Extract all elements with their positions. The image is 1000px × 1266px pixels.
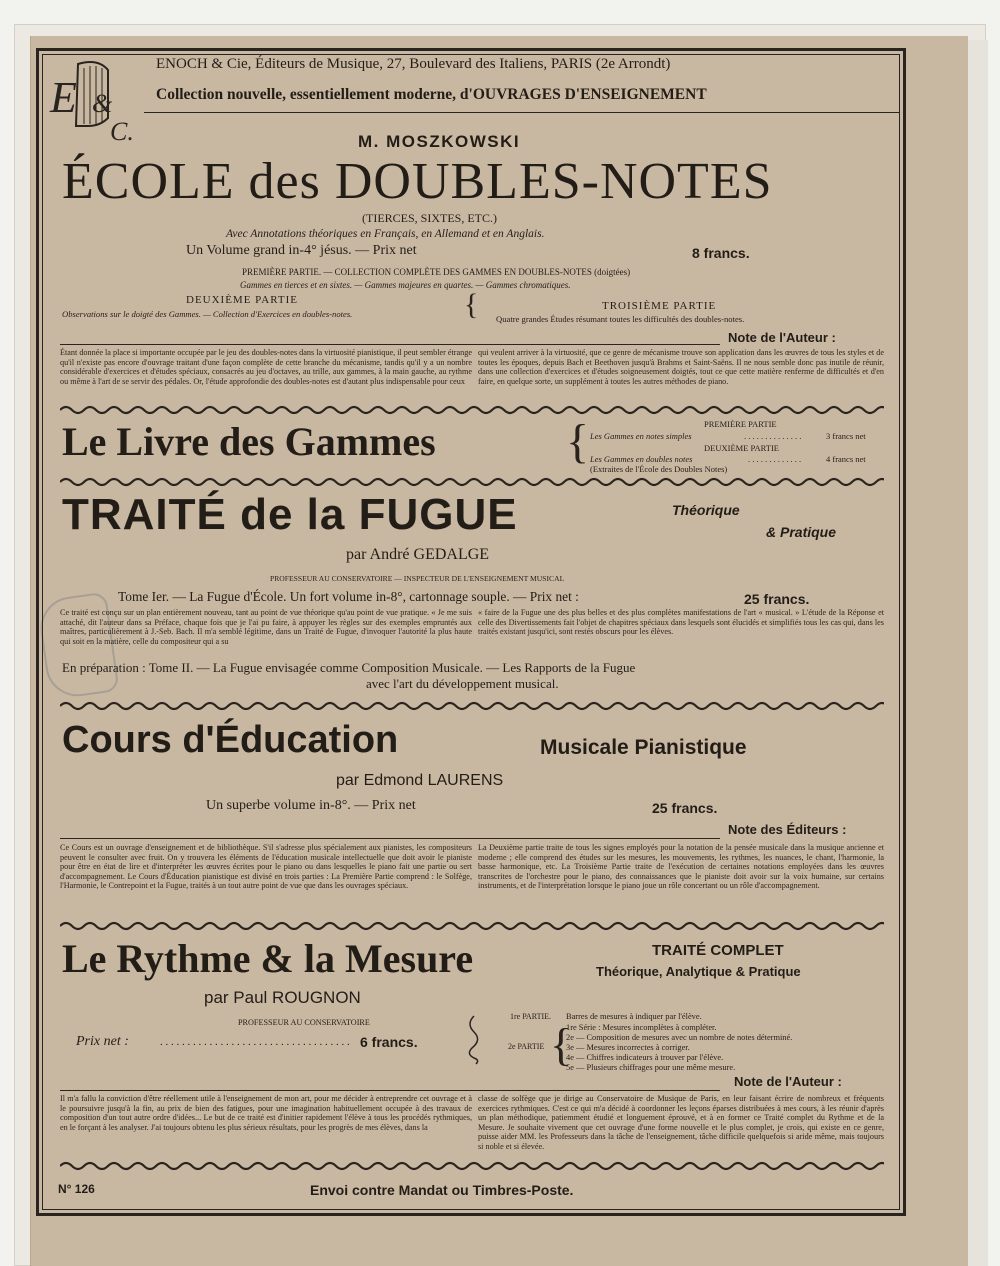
rythme-series-4: 4e — Chiffres indicateurs à trouver par l'élève.	[566, 1053, 724, 1062]
cours-volume: Un superbe volume in-8°. — Prix net	[206, 798, 416, 813]
rythme-series-3: 3e — Mesures incorrectes à corriger.	[566, 1043, 690, 1052]
cours-author: par Edmond LAURENS	[336, 772, 504, 789]
dot-leader: . . . . . . . . . . . . .	[748, 454, 802, 464]
ecole-volume: Un Volume grand in-4° jésus. — Prix net	[186, 243, 417, 258]
wave-divider-icon	[60, 404, 884, 416]
fugue-preparation: En préparation : Tome II. — La Fugue envisagée comme Composition Musicale. — Les Rapports de la Fugue	[62, 660, 636, 675]
ecole-note-title: Note de l'Auteur :	[728, 330, 836, 345]
fugue-title: TRAITÉ de la FUGUE	[62, 490, 518, 539]
wave-divider-icon	[60, 920, 884, 932]
publisher-line: ENOCH & Cie, Éditeurs de Musique, 27, Boulevard des Italiens, PARIS (2e Arrondt)	[156, 56, 671, 72]
rythme-series-2: 2e — Composition de mesures avec un nombre de notes déterminé.	[566, 1033, 793, 1042]
rythme-note-title: Note de l'Auteur :	[734, 1074, 842, 1089]
ecole-part3-title: TROISIÈME PARTIE	[602, 300, 717, 312]
ecole-subtitle: (TIERCES, SIXTES, ETC.)	[362, 211, 497, 225]
cours-text-left: Ce Cours est un ouvrage d'enseignement et de bibliothèque. S'il s'adresse plus spécialement aux pianistes, les compositeurs peuvent le consulter avec fruit. On y trouvera les éléments de l'éducation musicale intellectuelle que doit avoir le pianiste pour être en état de lire et d'interpréter les œuvres écrites pour le piano ou dans lesquelles le piano fait une partie ou sert d'accompagnement. Le Cours d'Éducation pianistique est divisé en trois parties : La Première Partie comprend : le Solfège, l'Harmonie, le Contrepoint et la Fugue, traités à un tout autre point de vue que dans les ouvrages spéciaux.	[60, 843, 472, 891]
brace: {	[464, 288, 479, 321]
rythme-text-right: classe de solfège que je dirige au Conservatoire de Musique de Paris, en leur faisant écrire de nombreux et fréquents exercices rythmiques. C'est ce qui m'a décidé à coordonner les leçons éparses distribuées à mes cours, à les réunir d'après un plan méthodique, patiemment étudié et longuement éprouvé, et à en former ce Traité complet du Rythme et de la Mesure. Je souhaite vivement que cet ouvrage d'une forme nouvelle et le plus complet, je crois, qui existe en ce genre, puisse aider MM. les Professeurs dans la tâche de l'enseignement, tâche difficile quelquefois si aride même, mais toujours si noble et si élevée.	[478, 1094, 884, 1151]
gammes-part2-item: Les Gammes en doubles notes	[590, 454, 693, 464]
mandate-line: Envoi contre Mandat ou Timbres-Poste.	[310, 1182, 574, 1198]
rythme-title: Le Rythme & la Mesure	[62, 936, 474, 981]
rule	[60, 838, 720, 839]
ecole-note-left: Étant donnée la place si importante occupée par le jeu des doubles-notes dans la virtuosité pianistique, il peut sembler étrange qu'il n'existe pas encore d'ouvrage traitant d'une façon complète de cette branche du mécanisme, tandis qu'il y a un nombre considérable d'exercices et d'études spéciaux, consacrés au jeu d'octaves, au trille, aux gammes, à la main gauche, au rythme ou même à l'art de se servir des pédales. Or, l'étude approfondie des doubles-notes est d'autant plus indispensable pour ceux	[60, 348, 472, 386]
wave-divider-icon	[60, 476, 884, 488]
fugue-author: par André GEDALGE	[346, 546, 490, 563]
cours-title2: Musicale Pianistique	[540, 736, 747, 759]
cours-price: 25 francs.	[652, 800, 718, 816]
fugue-price: 25 francs.	[744, 591, 810, 607]
ecole-part2-title: DEUXIÈME PARTIE	[186, 294, 299, 306]
rythme-series-1: 1re Série : Mesures incomplètes à compléter.	[566, 1023, 717, 1032]
rythme-part1-label: 1re PARTIE.	[510, 1012, 551, 1021]
rythme-author: par Paul ROUGNON	[204, 988, 361, 1007]
gammes-part2-note: (Extraites de l'École des Doubles Notes)	[590, 464, 728, 474]
fugue-tome: Tome Ier. — La Fugue d'École. Un fort volume in-8°, cartonnage souple. — Prix net :	[118, 589, 579, 604]
gammes-part2-title: DEUXIÈME PARTIE	[704, 443, 779, 453]
wave-divider-icon	[60, 700, 884, 712]
fugue-kind1: Théorique	[672, 502, 740, 518]
brace: {	[566, 415, 590, 468]
fugue-author-role: PROFESSEUR AU CONSERVATOIRE — INSPECTEUR DE L'ENSEIGNEMENT MUSICAL	[270, 574, 565, 583]
rule	[60, 1090, 720, 1091]
gammes-part1-price: 3 francs net	[826, 431, 866, 441]
rythme-price-label: Prix net :	[76, 1034, 129, 1049]
rythme-author-role: PROFESSEUR AU CONSERVATOIRE	[238, 1018, 370, 1027]
ecole-part3-detail: Quatre grandes Études résumant toutes les difficultés des doubles-notes.	[496, 314, 745, 324]
rythme-series-5: 5e — Plusieurs chiffrages pour une même mesure.	[566, 1063, 736, 1072]
collection-line: Collection nouvelle, essentiellement moderne, d'OUVRAGES D'ENSEIGNEMENT	[156, 86, 707, 103]
rythme-price: 6 francs.	[360, 1034, 418, 1050]
svg-text:&: &	[92, 89, 113, 118]
treble-clef-icon	[462, 1014, 484, 1066]
dot-leader: . . . . . . . . . . . . . . . . . . . . . . . . . . . . . . . . . . .	[160, 1036, 350, 1048]
cours-note-title: Note des Éditeurs :	[728, 822, 847, 837]
cours-text-right: La Deuxième partie traite de tous les signes employés pour la notation de la pensée musicale dans la musique ancienne et moderne ; elle comprend des études sur les mesures, les mouvements, les rythmes, les nuances, le chant, l'harmonie, la basse harmonique, etc. La Troisième Partie traite de l'exécution de certaines notations employées dans les œuvres transcrites de l'orchestre pour le piano, des connaissances que le pianiste doit avoir sur la voix humaine, sur certains instruments, et de l'interprétation lorsque le piano joue un rôle concertant ou un rôle d'accompagnement.	[478, 843, 884, 891]
rythme-part1-text: Barres de mesures à indiquer par l'élève.	[566, 1012, 702, 1021]
dot-leader: . . . . . . . . . . . . . .	[744, 431, 802, 441]
ecole-annotations: Avec Annotations théoriques en Français, en Allemand et en Anglais.	[226, 228, 545, 240]
brace: {	[550, 1019, 573, 1070]
fugue-text-left: Ce traité est conçu sur un plan entièrement nouveau, tant au point de vue théorique qu'au point de vue pratique. « Je me suis attaché, dit l'auteur dans sa Préface, chaque fois que je l'ai pu faire, à appuyer les règles sur des exemples empruntés aux maîtres, particulièrement à J.-Seb. Bach. Il m'a semblé légitime, dans un Traité de Fugue, d'invoquer l'autorité la plus haute qui soit en la matière, celle du compositeur qui a su	[60, 608, 472, 646]
ecole-part2-detail: Observations sur le doigté des Gammes. — Collection d'Exercices en doubles-notes.	[62, 309, 353, 319]
ecole-note-right: qui veulent arriver à la virtuosité, que ce genre de mécanisme trouve son application dans les œuvres de tous les styles et de toutes les époques, depuis Bach et Beethoven jusqu'à Brahms et Saint-Saëns. Il ne nous semble donc pas inutile de réunir, dans une collection d'exercices et d'études soigneusement doigtés, tout ce que cette matière renferme de difficultés et d'en faire, en quelque sorte, un supplément à toutes les autres méthodes de piano.	[478, 348, 884, 386]
gammes-title: Le Livre des Gammes	[62, 419, 436, 464]
catalog-number: N° 126	[58, 1182, 95, 1196]
svg-text:E: E	[50, 73, 77, 122]
gammes-part1-title: PREMIÈRE PARTIE	[704, 419, 777, 429]
fugue-kind2: & Pratique	[766, 524, 837, 540]
ecole-part1-detail: Gammes en tierces et en sixtes. — Gammes majeures en quartes. — Gammes chromatiques.	[240, 280, 571, 290]
page-edge	[966, 40, 988, 1266]
gammes-part1-item: Les Gammes en notes simples	[590, 431, 692, 441]
ecole-author: M. MOSZKOWSKI	[358, 132, 521, 151]
fugue-text-right: « faire de la Fugue une des plus belles et des plus complètes manifestations de l'art « musical. » L'étude de la Réponse et celle des Divertissements fait l'objet de chapitres spéciaux dans lesquels sont élucidés et simplifiés tous les cas qui, dans les traités existant jusqu'ici, sont restés obscurs pour les élèves.	[478, 608, 884, 637]
rythme-kind1: TRAITÉ COMPLET	[652, 942, 784, 959]
ecole-title: ÉCOLE des DOUBLES-NOTES	[62, 153, 773, 210]
gammes-part2-price: 4 francs net	[826, 454, 866, 464]
ecole-part1: PREMIÈRE PARTIE. — COLLECTION COMPLÈTE DES GAMMES EN DOUBLES-NOTES (doigtées)	[242, 267, 631, 277]
rythme-text-left: Il m'a fallu la conviction d'être réellement utile à l'enseignement de mon art, pour me décider à entreprendre cet ouvrage et à le poursuivre jusqu'à la fin, au prix de bien des fatigues, pour une imagination habituellement occupée à des travaux de composition d'un tout autre ordre d'idées... Le but de ce traité est d'initier rapidement l'élève à tous les procédés rythmiques, en le forçant à les analyser. J'ai toujours obtenu les plus sérieux résultats, pour les progrès de mes élèves, dans la	[60, 1094, 472, 1132]
wave-divider-icon	[60, 1160, 884, 1172]
rythme-kind2: Théorique, Analytique & Pratique	[596, 964, 801, 979]
rythme-part2-label: 2e PARTIE	[508, 1042, 545, 1051]
publisher-logo-icon	[48, 56, 134, 142]
rule	[60, 344, 720, 345]
svg-text:C.: C.	[110, 117, 134, 142]
header-rule	[144, 112, 900, 113]
ecole-price: 8 francs.	[692, 245, 750, 261]
cours-title: Cours d'Éducation	[62, 719, 399, 761]
fugue-preparation2: avec l'art du développement musical.	[366, 676, 559, 691]
